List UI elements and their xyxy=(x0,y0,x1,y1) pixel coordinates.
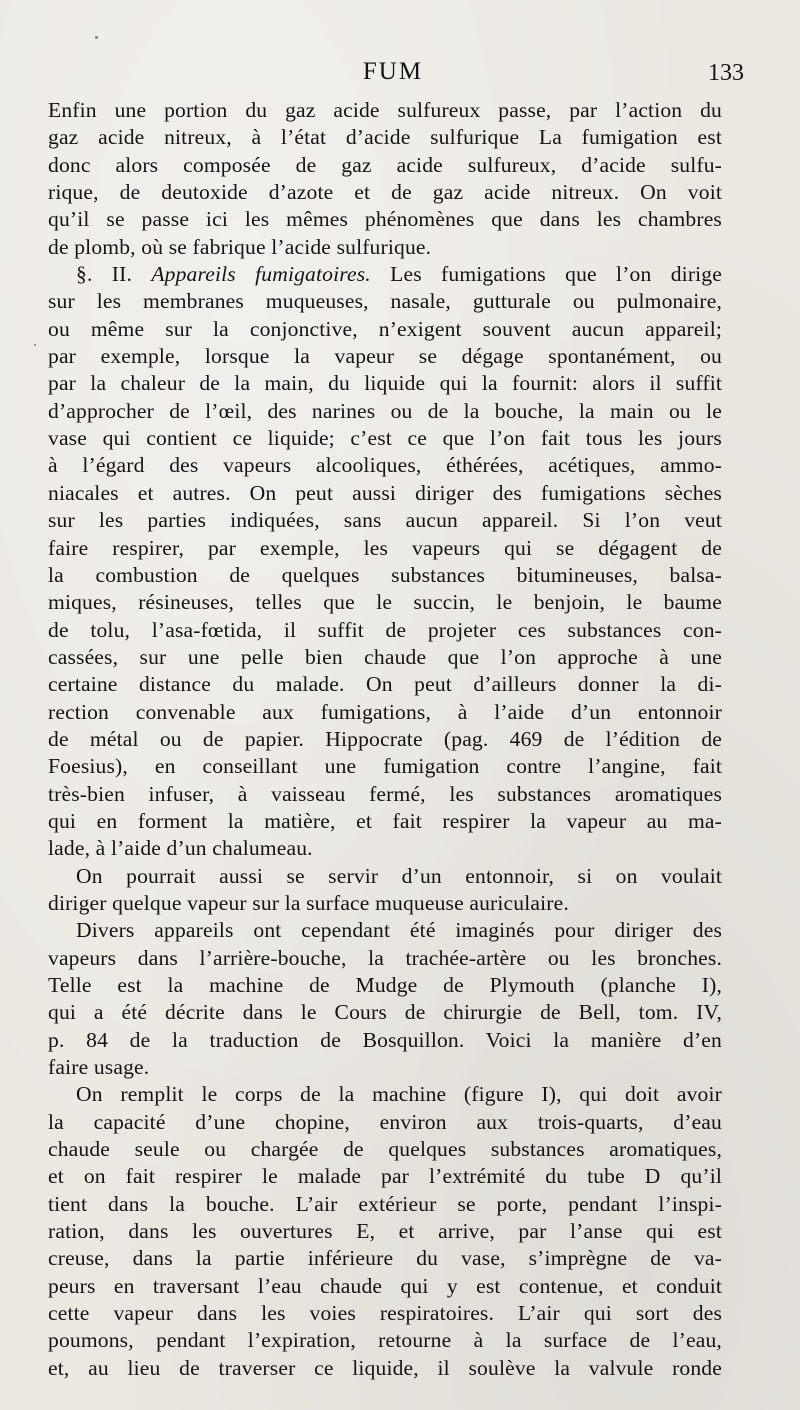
text-line xyxy=(48,261,722,288)
section-title: Appareils fumigatoires. xyxy=(151,262,371,287)
text-line: donc alors composée de gaz acide sulfureux, d’acide sulfu- xyxy=(48,152,722,177)
text-line: cette vapeur dans les voies respiratoires. L’air qui sort des xyxy=(48,1301,722,1326)
paragraph xyxy=(48,261,722,863)
text-line: et, au lieu de traverser ce liquide, il soulève la valvule ronde xyxy=(48,1355,722,1380)
text-line: très-bien infuser, à vaisseau fermé, les substances aromatiques xyxy=(48,781,722,806)
text-line: qui a été décrite dans le Cours de chirurgie de Bell, tom. IV, xyxy=(48,1000,722,1025)
text-line: faire usage. xyxy=(48,1055,150,1080)
text-line: vase qui contient ce liquide; c’est ce que l’on fait tous les jours xyxy=(48,426,722,451)
text-line: par la chaleur de la main, du liquide qui la fournit: alors il suffit xyxy=(48,371,722,396)
text-line: chaude seule ou chargée de quelques substances aromatiques, xyxy=(48,1137,722,1162)
text-line: On pourrait aussi se servir d’un entonnoir, si on voulait xyxy=(76,863,722,888)
text-line: Telle est la machine de Mudge de Plymouth (planche I), xyxy=(48,973,722,997)
text-line: peurs en traversant l’eau chaude qui y est contenue, et conduit xyxy=(48,1273,722,1298)
text-line: niacales et autres. On peut aussi diriger des fumigations sèches xyxy=(48,480,722,505)
text-line: à l’égard des vapeurs alcooliques, éthérées, acétiques, ammo- xyxy=(48,453,722,478)
text-line: lade, à l’aide d’un chalumeau. xyxy=(48,836,313,861)
text-line: la capacité d’une chopine, environ aux trois-quarts, d’eau xyxy=(48,1109,722,1134)
text-line: Foesius), en conseillant une fumigation contre l’angine, fait xyxy=(48,754,722,779)
text-line: sur les membranes muqueuses, nasale, gutturale ou pulmonaire, xyxy=(48,289,722,314)
paragraph xyxy=(48,97,722,261)
section-number: §. II. xyxy=(76,262,133,287)
text-line: qui en forment la matière, et fait respirer la vapeur au ma- xyxy=(48,808,722,833)
text-line: miques, résineuses, telles que le succin, le benjoin, le baume xyxy=(48,590,722,615)
paragraph xyxy=(48,863,722,918)
paragraph xyxy=(48,917,722,1081)
text-line: diriger quelque vapeur sur la surface muqueuse auriculaire. xyxy=(48,890,569,915)
text-line: de plomb, où se fabrique l’acide sulfurique. xyxy=(48,234,432,259)
text-line-content: Les fumigations que l’on dirige xyxy=(390,262,722,287)
print-speck xyxy=(34,344,36,346)
text-line: Divers appareils ont cependant été imaginés pour diriger des xyxy=(76,918,722,943)
text-line: ou même sur la conjonctive, n’exigent souvent aucun appareil; xyxy=(48,316,722,341)
text-line: cassées, sur une pelle bien chaude que l’on approche à une xyxy=(48,644,722,669)
text-line: d’approcher de l’œil, des narines ou de la bouche, la main ou le xyxy=(48,398,722,423)
text-line: de métal ou de papier. Hippocrate (pag. 469 de l’édition de xyxy=(48,726,722,751)
text-line: de tolu, l’asa-fœtida, il suffit de projeter ces substances con- xyxy=(48,617,722,642)
text-line: tient dans la bouche. L’air extérieur se porte, pendant l’inspi- xyxy=(48,1191,722,1216)
text-line: creuse, dans la partie inférieure du vase, s’imprègne de va- xyxy=(48,1246,722,1271)
text-line: et on fait respirer le malade par l’extrémité du tube D qu’il xyxy=(48,1164,722,1189)
text-line: Enfin une portion du gaz acide sulfureux passe, par l’action du xyxy=(48,98,722,122)
text-line: par exemple, lorsque la vapeur se dégage spontanément, ou xyxy=(48,344,722,369)
text-line: rique, de deutoxide d’azote et de gaz acide nitreux. On voit xyxy=(48,180,722,205)
text-line: gaz acide nitreux, à l’état d’acide sulfurique La fumigation est xyxy=(48,125,722,150)
text-line: vapeurs dans l’arrière-bouche, la trachée-artère ou les bronches. xyxy=(48,945,722,970)
text-line: certaine distance du malade. On peut d’ailleurs donner la di- xyxy=(48,672,722,697)
text-line: rection convenable aux fumigations, à l’aide d’un entonnoir xyxy=(48,699,722,724)
text-line: faire respirer, par exemple, les vapeurs qui se dégagent de xyxy=(48,535,722,560)
body-text xyxy=(48,97,722,1382)
page-number: 133 xyxy=(708,60,744,86)
text-line: ration, dans les ouvertures E, et arrive, par l’anse qui est xyxy=(48,1219,722,1244)
print-speck xyxy=(95,36,98,39)
text-line: qu’il se passe ici les mêmes phénomènes que dans les chambres xyxy=(48,207,722,232)
page-header xyxy=(48,58,744,92)
running-title: FUM xyxy=(362,58,424,85)
text-line: p. 84 de la traduction de Bosquillon. Voici la manière d’en xyxy=(48,1027,722,1052)
paragraph xyxy=(48,1081,722,1382)
text-line: sur les parties indiquées, sans aucun appareil. Si l’on veut xyxy=(48,508,722,533)
text-line: On remplit le corps de la machine (figure I), qui doit avoir xyxy=(76,1082,722,1107)
text-line: poumons, pendant l’expiration, retourne à la surface de l’eau, xyxy=(48,1328,722,1353)
text-line: la combustion de quelques substances bitumineuses, balsa- xyxy=(48,562,722,587)
